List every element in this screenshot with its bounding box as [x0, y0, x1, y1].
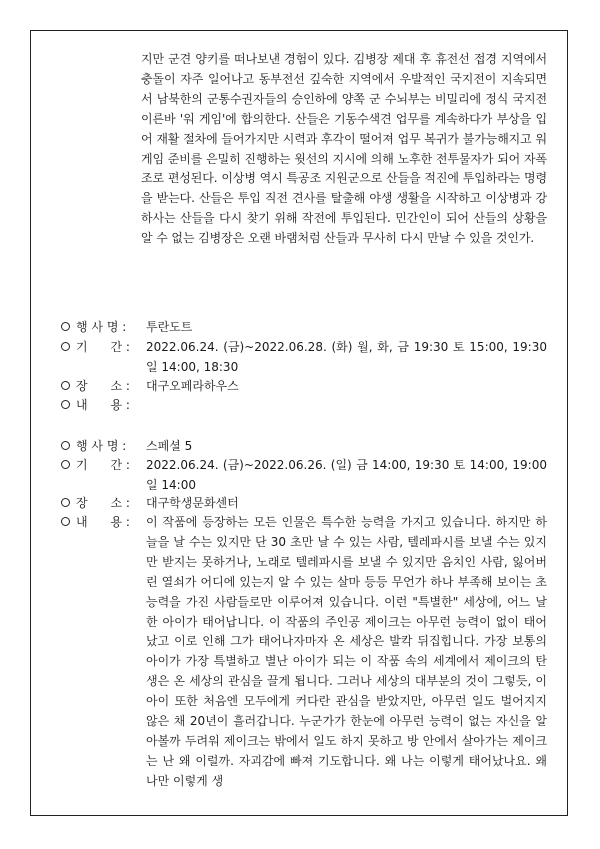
- event2-title: 스페셜 5: [146, 439, 193, 453]
- event1-content-label: 내 용 :: [76, 398, 130, 412]
- event1-place-row: [61, 377, 547, 397]
- event1-date-row: [61, 338, 547, 378]
- event1-title-row: [61, 318, 547, 338]
- event2-content-row: [61, 513, 547, 792]
- event1-date-label: 기 간 :: [76, 340, 130, 354]
- circle-bullet-icon: [61, 441, 70, 450]
- event2-place-row: [61, 494, 547, 514]
- event1-title: 투란도트: [146, 320, 193, 334]
- circle-bullet-icon: [61, 342, 70, 351]
- event2-content-label: 내 용 :: [76, 515, 130, 529]
- circle-bullet-icon: [61, 381, 70, 390]
- event2-content: 이 작품에 등장하는 모든 인물은 특수한 능력을 가지고 있습니다. 하지만 하늘을 날 수는 있지만 단 30 초만 날 수 있는 사람, 텔레파시를 보낼 수는 있지만 받지는 못하거나, 노래로 텔레파시를 보낼 수 있지만 음치인 사람, 잃어버린 열쇠가 어디에 있는지 알 수 있는 살마 등등 무언가 하나 부족해 보이는 초능력을 가진 사람들로만 이루어져 있습니다. 이런 "특별한" 세상에, 어느 날 한 아이가 태어납니다. 이 작품의 주인공 제이크는 아무런 능력이 없이 태어났고 이로 인해 그가 태어나자마자 온 세상은 발칵 뒤집힙니다. 가장 보통의 아이가 가장 특별하고 별난 아이가 되는 이 작품 속의 세계에서 제이크의 탄생은 온 세상의 관심을 끌게 됩니다. 그러나 세상의 대부분의 것이 그렇듯, 이 아이 또한 처음엔 모두에게 커다란 관심을 받았지만, 아무런 일도 벌어지지 않은 채 20년이 흘러갑니다. 누군가가 한눈에 아무런 능력이 없는 자신을 알아볼까 두려워 제이크는 밖에서 일도 하지 못하고 방 안에서 살아가는 제이크는 난 왜 이럴까. 자괴감에 빠져 기도합니다. 왜 나는 이렇게 태어났나요. 왜 나만 이렇게 생: [146, 515, 547, 788]
- circle-bullet-icon: [61, 322, 70, 331]
- event1-place: 대구오페라하우스: [146, 379, 239, 393]
- circle-bullet-icon: [61, 498, 70, 507]
- circle-bullet-icon: [61, 517, 70, 526]
- event1-place-label: 장 소 :: [76, 379, 130, 393]
- event2-place: 대구학생문화센터: [146, 496, 239, 510]
- event2-date: 2022.06.24. (금)~2022.06.26. (일) 금 14:00, 19:30 토 14:00, 19:00 일 14:00: [146, 458, 547, 492]
- event1-content-row: [61, 396, 547, 416]
- event1-date: 2022.06.24. (금)~2022.06.28. (화) 월, 화, 금 19:30 토 15:00, 19:30 일 14:00, 18:30: [146, 340, 547, 374]
- event2-date-label: 기 간 :: [76, 458, 130, 472]
- event1-title-label: 행 사 명 :: [76, 320, 127, 334]
- event2-place-label: 장 소 :: [76, 496, 130, 510]
- intro-paragraph: [141, 50, 547, 249]
- event2-date-row: [61, 456, 547, 496]
- event2-title-row: [61, 437, 547, 457]
- event2-title-label: 행 사 명 :: [76, 439, 127, 453]
- circle-bullet-icon: [61, 400, 70, 409]
- intro-text: 지만 군견 양키를 떠나보낸 경험이 있다. 김병장 제대 후 휴전선 접경 지역에서 충돌이 자주 일어나고 동부전선 깊숙한 지역에서 우발적인 국지전이 지속되면서 남북한의 군통수권자들의 승인하에 양쪽 군 수뇌부는 비밀리에 정식 국지전 이른바 '워 게임'에 합의한다. 산들은 기동수색견 업무를 계속하다가 부상을 입어 재활 절차에 들어가지만 시력과 후각이 떨어져 업무 복귀가 불가능해지고 워게임 준비를 은밀히 진행하는 윗선의 지시에 의해 노후한 전투물자가 되어 자폭조로 편성된다. 이상병 역시 특공조 지원군으로 산들을 적진에 투입하라는 명령을 받는다. 산들은 투입 직전 견사를 탈출해 야생 생활을 시작하고 이상병과 강하사는 산들을 다시 찾기 위해 작전에 투입된다. 민간인이 되어 산들의 상황을 알 수 없는 김병장은 오랜 바램처럼 산들과 무사히 다시 만날 수 있을 것인가.: [141, 52, 547, 246]
- circle-bullet-icon: [61, 460, 70, 469]
